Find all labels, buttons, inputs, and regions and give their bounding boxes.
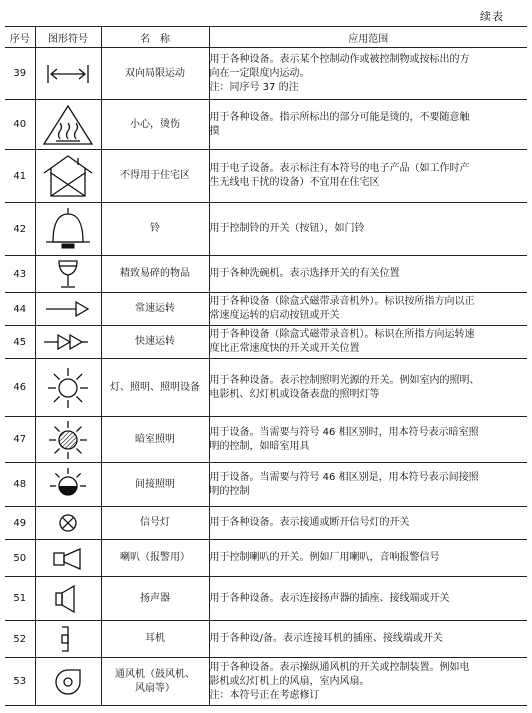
symbol-cell <box>35 256 101 293</box>
symbol-cell <box>35 621 101 658</box>
application-scope <box>209 203 527 256</box>
symbol-name-line: 双向局限运动 <box>125 67 185 79</box>
col-header-num: 序号 <box>5 27 35 48</box>
hot-surface-warning-icon <box>36 103 101 147</box>
symbol-name-line: 扬声器 <box>140 592 170 604</box>
application-scope <box>209 658 527 706</box>
symbol-cell <box>35 150 101 203</box>
application-scope-line: 用于各种设/备。表示连接耳机的插座、接线端或开关 <box>209 633 443 644</box>
row-number: 47 <box>5 417 35 463</box>
symbol-name-line: 常速运转 <box>135 303 175 314</box>
symbol-cell <box>35 540 101 577</box>
application-scope-line: 用于各种洗碗机。表示选择开关的有关位置 <box>209 268 400 279</box>
table-row <box>5 658 527 706</box>
symbol-cell <box>35 293 101 326</box>
symbol-cell <box>35 48 101 100</box>
double-arrow-limit-icon <box>36 59 101 89</box>
col-header-name: 名 称 <box>101 27 209 48</box>
symbol-name-line: 喇叭（报警用） <box>120 552 190 563</box>
row-number: 40 <box>5 100 35 150</box>
symbol-name-line: 风扇等） <box>135 682 175 694</box>
application-scope-line: 影机或幻灯机上的风扇，室内风扇。 <box>209 675 370 687</box>
fragile-glass-icon <box>36 258 101 290</box>
fan-icon <box>36 664 101 700</box>
signal-lamp-icon <box>36 511 101 535</box>
application-scope-line: 用于控制喇叭的开关。例如厂用喇叭，音响报警信号 <box>209 552 440 563</box>
table-row <box>5 540 527 577</box>
application-scope <box>209 256 527 293</box>
symbol-name-line: 耳机 <box>145 633 165 644</box>
application-scope-line: 用于各种设备（除盒式磁带录音机外）。标识按所指方向以正 <box>209 296 475 307</box>
application-scope-line: 用于控制铃的开关（按钮），如门铃 <box>209 223 365 234</box>
symbol-name <box>101 507 209 540</box>
table-row <box>5 417 527 463</box>
row-number: 50 <box>5 540 35 577</box>
symbol-name-line: 快速运转 <box>135 336 175 347</box>
table-row <box>5 256 527 293</box>
application-scope <box>209 359 527 417</box>
row-number: 51 <box>5 577 35 621</box>
symbol-name-line: 精致易碎的物品 <box>120 268 190 279</box>
row-number: 49 <box>5 507 35 540</box>
symbol-cell <box>35 577 101 621</box>
application-scope-line: 用于各种设备。表示操纵通风机的开关或控制装置。例如电 <box>209 661 470 673</box>
row-number: 39 <box>5 48 35 100</box>
symbol-table <box>5 26 527 706</box>
symbol-name <box>101 150 209 203</box>
application-scope-line: 用于设备。当需要与符号 46 相区别时，用本符号表示暗室照 <box>209 426 479 438</box>
symbol-cell <box>35 417 101 463</box>
symbol-name <box>101 577 209 621</box>
application-scope <box>209 507 527 540</box>
table-row <box>5 100 527 150</box>
col-header-symbol: 图形符号 <box>35 27 101 48</box>
application-scope <box>209 577 527 621</box>
darkroom-lamp-icon <box>36 418 101 462</box>
application-scope <box>209 417 527 463</box>
row-number: 45 <box>5 326 35 359</box>
horn-icon <box>36 545 101 571</box>
application-scope-line: 度比正常速度快的开关或开关位置 <box>209 343 360 354</box>
application-scope-line: 向在一定限度内运动。 <box>209 67 310 79</box>
symbol-name-line: 信号灯 <box>140 517 170 528</box>
col-header-scope: 应用范围 <box>209 27 527 48</box>
continued-label: 续表 <box>480 10 504 23</box>
symbol-name-line: 暗室照明 <box>135 433 175 445</box>
row-number: 42 <box>5 203 35 256</box>
application-scope-line: 用于设备。当需要与符号 46 相区别是，用本符号表示间接照 <box>209 471 479 483</box>
row-number: 53 <box>5 658 35 706</box>
symbol-cell <box>35 507 101 540</box>
application-scope <box>209 293 527 326</box>
table-row <box>5 463 527 507</box>
symbol-name <box>101 540 209 577</box>
row-number: 41 <box>5 150 35 203</box>
application-scope-line: 电影机、幻灯机或设备表盘的照明灯等 <box>209 388 380 400</box>
application-scope <box>209 326 527 359</box>
row-number: 44 <box>5 293 35 326</box>
normal-run-icon <box>36 297 101 321</box>
symbol-name <box>101 417 209 463</box>
symbol-name <box>101 256 209 293</box>
not-for-residential-icon <box>36 153 101 199</box>
symbol-name <box>101 326 209 359</box>
indirect-lamp-icon <box>36 465 101 505</box>
application-scope-line: 用于各种设备（除盒式磁带录音机）。标识在所指方向运转速 <box>209 329 475 340</box>
table-row <box>5 507 527 540</box>
symbol-cell <box>35 463 101 507</box>
symbol-name-line: 小心，烫伤 <box>130 118 180 130</box>
application-scope-line: 用于各种设备。指示所标出的部分可能是烫的，不要随意触 <box>209 111 470 123</box>
loudspeaker-icon <box>36 583 101 615</box>
application-scope-line: 明的控制 <box>209 485 250 497</box>
application-scope-line: 注：本符号正在考虑修订 <box>209 689 320 701</box>
table-row <box>5 621 527 658</box>
symbol-cell <box>35 359 101 417</box>
row-number: 52 <box>5 621 35 658</box>
application-scope-line: 用于各种设备。表示接通或断开信号灯的开关 <box>209 517 410 528</box>
symbol-name <box>101 100 209 150</box>
symbol-name-line: 铃 <box>150 223 160 234</box>
earphone-icon <box>36 623 101 655</box>
row-number: 43 <box>5 256 35 293</box>
bell-icon <box>36 206 101 252</box>
symbol-name-line: 通风机（鼓风机、 <box>115 668 195 680</box>
symbol-name-line: 不得用于住宅区 <box>120 170 190 181</box>
symbol-name-line: 间接照明 <box>135 478 175 490</box>
table-row <box>5 203 527 256</box>
symbol-cell <box>35 203 101 256</box>
application-scope-line: 注：同序号 37 的注 <box>209 81 299 93</box>
symbol-name <box>101 658 209 706</box>
row-number: 46 <box>5 359 35 417</box>
application-scope <box>209 463 527 507</box>
fast-run-icon <box>36 330 101 354</box>
table-row <box>5 577 527 621</box>
table-row <box>5 326 527 359</box>
application-scope <box>209 540 527 577</box>
symbol-name <box>101 203 209 256</box>
application-scope-line: 用于各种设备。表示某个控制动作或被控制物或按标出的方 <box>209 53 470 65</box>
symbol-cell <box>35 326 101 359</box>
table-row <box>5 359 527 417</box>
symbol-name <box>101 293 209 326</box>
application-scope-line: 用于各种设备。表示连接扬声器的插座、接线端或开关 <box>209 592 450 604</box>
symbol-name <box>101 621 209 658</box>
symbol-cell <box>35 658 101 706</box>
application-scope-line: 生无线电干扰的设备）不宜用在住宅区 <box>209 177 380 188</box>
application-scope <box>209 100 527 150</box>
table-row <box>5 293 527 326</box>
symbol-name <box>101 48 209 100</box>
lamp-icon <box>36 364 101 412</box>
symbol-name <box>101 463 209 507</box>
application-scope <box>209 48 527 100</box>
application-scope <box>209 621 527 658</box>
row-number: 48 <box>5 463 35 507</box>
symbol-cell <box>35 100 101 150</box>
table-header-row <box>5 27 527 48</box>
symbol-name <box>101 359 209 417</box>
application-scope-line: 摸 <box>209 125 220 137</box>
application-scope-line: 用于各种设备。表示控制照明光源的开关。例如室内的照明、 <box>209 374 480 386</box>
application-scope-line: 明的控制，如暗室用具 <box>209 440 310 452</box>
application-scope-line: 常速度运转的启动按钮或开关 <box>209 310 340 321</box>
symbol-name-line: 灯、照明、照明设备 <box>110 381 200 393</box>
application-scope-line: 用于电子设备。表示标注有本符号的电子产品（如工作时产 <box>209 163 470 174</box>
table-row <box>5 48 527 100</box>
application-scope <box>209 150 527 203</box>
table-row <box>5 150 527 203</box>
